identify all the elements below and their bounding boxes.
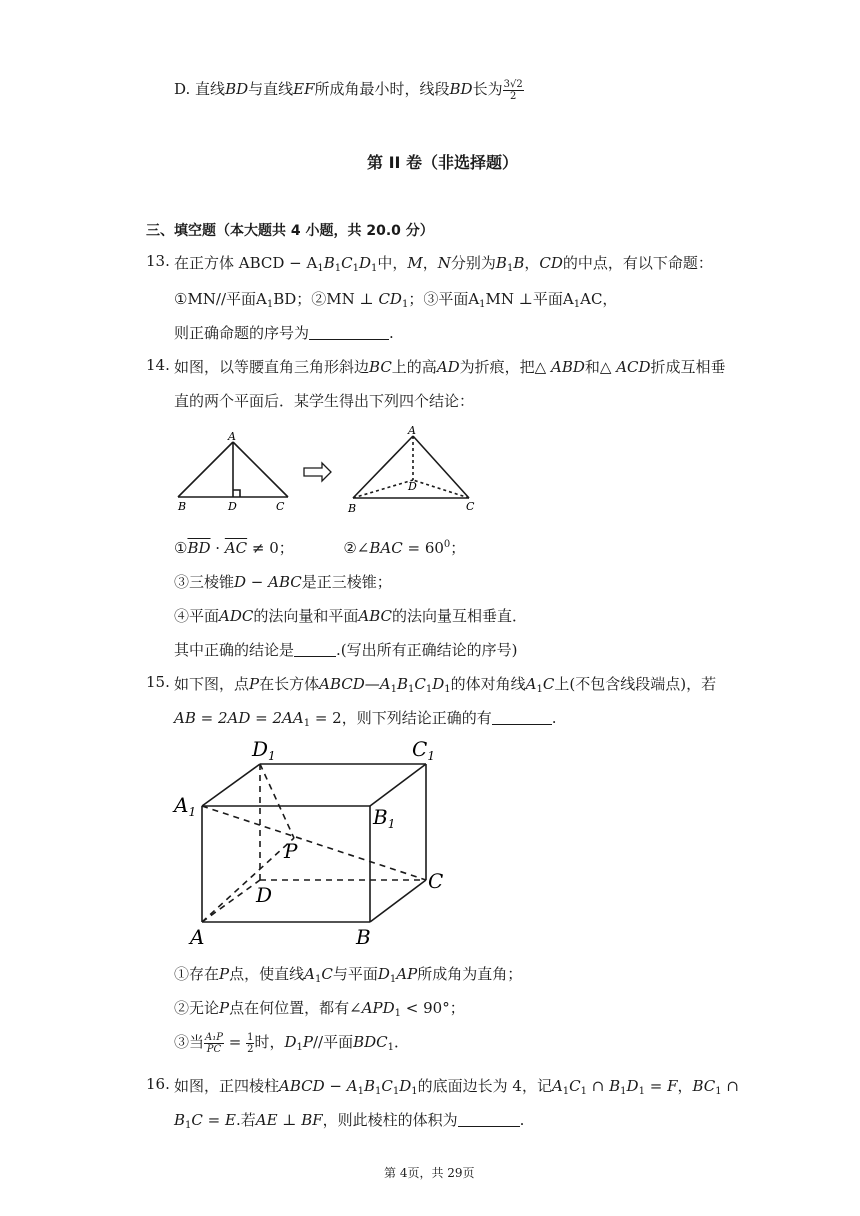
label-c: C [428,869,444,893]
fraction: $\frac{3√2}{2}$ [503,78,523,102]
question-14-line1: 如图，以等腰直角三角形斜边BC上的高AD为折痕，把△ ABD和△ ACD折成互相垂 [174,358,726,376]
option-d: D. 直线BD与直线EF所成角最小时，线段BD长为 $\frac{3√2}{2}$ [174,78,523,102]
question-15-statement-2: ②无论P点在何位置，都有$\angle APD_1 < 90^\circ$； [174,999,465,1019]
label-d: D [408,480,417,493]
section-title: 三、填空题（本大题共 4 小题，共 20.0 分） [146,223,434,239]
answer-blank[interactable] [458,1112,520,1127]
question-13-line2: ①MN//平面$A_1BD$；②MN ⊥ $CD_1$；③平面$A_1MN$ ⊥平面$A_1AC$， [174,290,618,310]
label-b1: $B_1$ [373,805,396,831]
answer-blank[interactable] [309,325,389,340]
label-d1: $D_1$ [252,737,276,763]
question-14-figure [170,424,490,516]
label-p: P [284,839,298,863]
label-c1: $C_1$ [412,737,435,763]
label-a: A [228,430,236,443]
flat-triangle [178,442,288,497]
question-15-statement-3: ③当 $\frac{\text{A₁P}}{PC}$ = $\frac{1}{2}$ 时，$D_1P//$平面$BDC_1$． [174,1031,410,1055]
label-b: B [348,502,357,515]
answer-blank[interactable] [294,642,336,657]
arrow-icon [304,463,331,481]
question-15-line2: AB = $2AD = 2AA_1 = 2$，则下列结论正确的有 . [174,709,557,729]
part-title: 第 II 卷（非选择题） [367,153,519,172]
question-15-statement-1: ①存在P点，使直线$A_1C$与平面$D_1AP$所成角为直角； [174,965,523,985]
label-a: A [190,925,205,949]
question-13-line3: 则正确命题的序号为 . [174,324,394,342]
question-16-number: 16. [146,1075,170,1093]
question-15-number: 15. [146,673,170,691]
question-13-line1: 在正方体 ABCD − $A_1B_1C_1D_1$中，M，N分别为$B_1B$，CD的中点，有以下命题： [174,254,713,274]
answer-blank[interactable] [492,710,552,725]
question-15-figure [168,732,468,952]
question-14-conclusion-4: ④平面ADC的法向量和平面ABC的法向量互相垂直． [174,607,528,625]
label-b: B [178,500,187,513]
label-c: C [276,500,285,513]
fraction: $\frac{\text{A₁P}}{PC}$ [205,1031,223,1055]
label-d: D [256,883,273,907]
question-14-ask: 其中正确的结论是 .(写出所有正确结论的序号) [174,641,518,659]
label-b: B [356,925,371,949]
question-16-line2: $B_1C = E$.若AE ⊥ BF，则此棱柱的体积为 . [174,1111,525,1131]
page-footer: 第 4页，共 29页 [384,1166,475,1180]
fraction: $\frac{1}{2}$ [247,1031,254,1055]
question-15-line1: 如下图，点P在长方体$ABCD—A_1B_1C_1D_1$的体对角线$A_1C$上(不包含线段端点)，若 [174,675,717,695]
question-16-line1: 如图，正四棱柱ABCD − $A_1B_1C_1D_1$的底面边长为 4，记$A_1C_1$ ∩ $B_1D_1 = F$，$BC_1$ ∩ [174,1077,739,1097]
question-14-conclusion-3: ③三棱锥D − ABC是正三棱锥； [174,573,392,591]
question-14-line2: 直的两个平面后．某学生得出下列四个结论： [174,392,475,410]
question-13-number: 13. [146,252,170,270]
question-14-number: 14. [146,356,170,374]
question-14-conclusion-1-2: $①\overline{BD} \cdot \overline{AC} \ne 0$； ②∠BAC = $60^0$； [174,539,466,557]
label-a1: $A_1$ [174,793,197,819]
cuboid [202,764,426,922]
label-c: C [466,500,475,513]
label-d: D [228,500,237,513]
label-a: A [408,424,416,437]
